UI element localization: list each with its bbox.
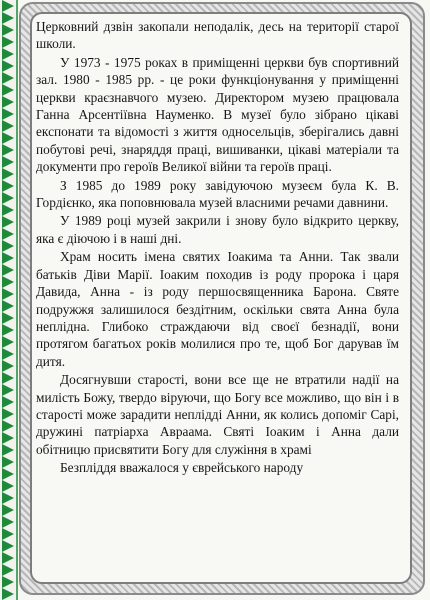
paragraph-5: Храм носить імена святих Іоакима та Анни. Так звали батьків Діви Марії. Іоаким походив із роду пророка і царя Давида, Анна - із роду першосвященника Барона. Святе подружжя залишилося бездітним, оскільки свята Анна була неплідна. Глибоко страждаючи від своєї безнадії, вони протягом багатьох років молилися про те, щоб Бог дарував їм дитя. bbox=[36, 249, 399, 369]
paragraph-4: У 1989 році музей закрили і знову було відкрито церкву, яка є діючою і в наші дні. bbox=[36, 213, 399, 246]
paragraph-6: Досягнувши старості, вони все ще не втратили надії на милість Божу, твердо віруючи, що Богу все можливо, що він і в старості може зарадити неплідді Анни, як колись допоміг Сарі, дружині патріарха Авраама. Святі Іоаким і Анна дали обітницю присвятити Богу для служіння в храмі bbox=[36, 372, 399, 457]
paragraph-7: Безпліддя вважалося у єврейського народу bbox=[60, 460, 304, 476]
paragraph-3: З 1985 до 1989 року завідуючою музеєм була К. В. Гордієнко, яка поповнювала музей власними речами давнини. bbox=[36, 177, 399, 211]
binding-strip bbox=[0, 0, 18, 600]
paragraph-1: Церковний дзвін закопали неподалік, десь на території старої школи. bbox=[36, 19, 399, 52]
paragraph-2: У 1973 - 1975 роках в приміщенні церкви був спортивний зал. 1980 - 1985 рр. - це роки функціонування у приміщенні церкви краєзнавчого музею. Директором музею працювала Ганна Арсентіївна Науменко. В музеї було зібрано цікаві експонати та відомості з життя односельців, зберігались давні побутові речі, знаряддя праці, вишиванки, цікаві матеріали та документи про героїв Великої війни та героїв праці. bbox=[36, 54, 399, 175]
document-text bbox=[36, 18, 399, 584]
